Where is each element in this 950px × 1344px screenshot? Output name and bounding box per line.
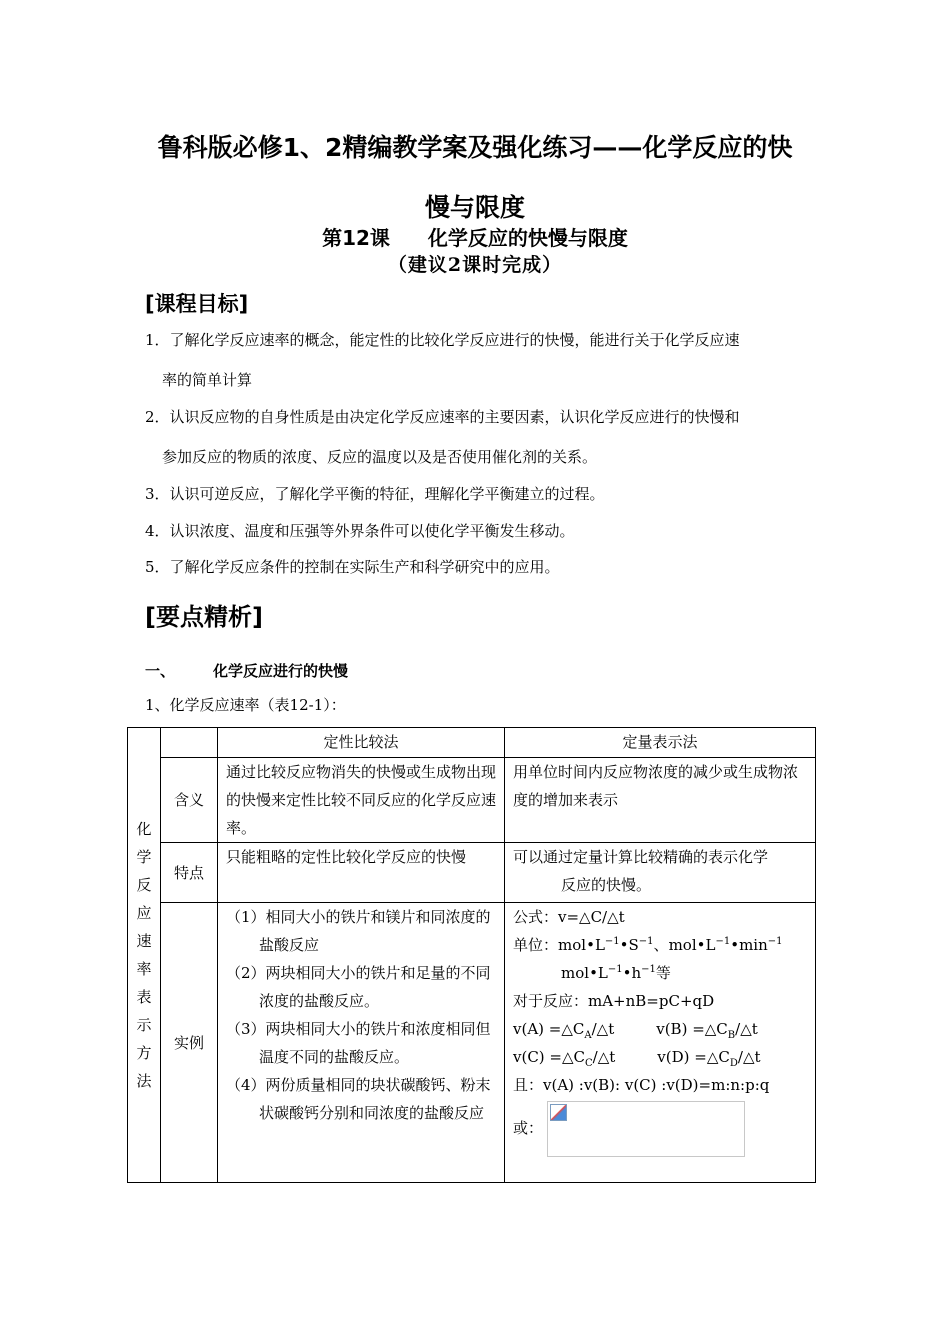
lesson-heading [0,222,950,251]
rate-b: v(B) =△C [656,1020,728,1038]
unit-exp: −1 [604,936,620,947]
side-char: 化 [136,820,152,838]
rate-ratio: 且：v(A) :v(B): v(C) :v(D)=m:n:p:q [513,1076,770,1094]
unit-dot: • [589,964,598,982]
row-label-example: 实例 [161,903,218,1183]
section-1-heading [145,660,348,681]
cell-feature-qualitative: 只能粗略的定性比较化学反应的快慢 [218,843,505,903]
cell-feature-quantitative [505,843,816,903]
row-label-meaning: 含义 [161,758,218,843]
example-item-4: （4）两份质量相同的块状碳酸钙、粉末状碳酸钙分别和同浓度的盐酸反应 [226,1076,491,1122]
lesson-number: 第12课 [322,226,390,250]
reaction-equation: 对于反应：mA+nB=pC+qD [513,992,715,1010]
side-char: 速 [136,932,152,950]
column-header-qualitative: 定性比较法 [218,728,505,758]
unit-mol: mol [668,936,697,954]
goals-heading: [课程目标] [145,292,249,316]
rate-ab-line [513,1015,807,1043]
unit-exp: −1 [715,936,731,947]
example-item-1: （1）相同大小的铁片和镁片和同浓度的盐酸反应 [226,908,491,954]
unit-separator: 、 [653,936,669,954]
side-char: 示 [136,1016,152,1034]
rate-d: v(D) =△C [657,1048,730,1066]
unit-dot: • [619,936,629,954]
unit-mol: mol [558,936,587,954]
goal-1-line-2: 率的简单计算 [162,371,253,389]
unit-exp: −1 [641,964,656,975]
side-char: 方 [136,1044,152,1062]
unit-l: L [705,936,716,954]
sub-b: B [727,1030,736,1041]
goal-item-5: 5．了解化学反应条件的控制在实际生产和科学研究中的应用。 [145,558,560,576]
sub-a: A [584,1030,592,1041]
unit-exp: −1 [607,964,623,975]
unit-dot: • [730,936,740,954]
goal-item-3: 3．认识可逆反应，了解化学平衡的特征，理解化学平衡建立的过程。 [145,485,605,503]
broken-image-icon [550,1104,567,1121]
goal-2-line-1: 2．认识反应物的自身性质是由决定化学反应速率的主要因素，认识化学反应进行的快慢和 [145,408,740,426]
unit-h: h [631,964,642,982]
side-char: 率 [136,960,152,978]
title-line-1: 鲁科版必修1、2精编教学案及强化练习——化学反应的快 [157,133,793,162]
unit-end: 等 [655,964,671,982]
rate-units-line-2 [513,959,807,987]
sub-c: C [585,1058,593,1069]
goal-item-4: 4．认识浓度、温度和压强等外界条件可以使化学平衡发生移动。 [145,522,575,540]
goal-item-2 [145,397,825,477]
per-t: /△t [591,1020,615,1038]
row-label-feature: 特点 [161,843,218,903]
or-label: 或： [513,1119,544,1137]
rate-c: v(C) =△C [513,1048,586,1066]
table-caption: 1、化学反应速率（表12-1）： [145,696,346,714]
unit-exp: −1 [767,936,783,947]
rate-cd-line [513,1043,807,1071]
alternative-formula-line [513,1101,807,1157]
unit-s: S [628,936,639,954]
unit-label: 单位： [513,936,559,954]
rate-a: v(A) =△C [513,1020,585,1038]
per-t: /△t [735,1020,758,1038]
cell-example-qualitative [218,903,505,1183]
side-char: 反 [136,876,152,894]
per-t: /△t [737,1048,761,1066]
rate-units-line-1 [513,931,807,959]
column-header-quantitative: 定量表示法 [505,728,816,758]
side-char: 表 [136,988,152,1006]
goal-2-line-2: 参加反应的物质的浓度、反应的温度以及是否使用催化剂的关系。 [162,448,598,466]
document-title [110,118,840,238]
example-item-2: （2）两块相同大小的铁片和足量的不同浓度的盐酸反应。 [226,964,491,1010]
side-char: 法 [136,1072,152,1090]
feature-quant-line-1: 可以通过定量计算比较精确的表示化学 [513,848,769,866]
reaction-rate-table [127,727,816,1183]
unit-dot: • [696,936,706,954]
goal-item-1 [145,320,825,400]
side-char: 应 [136,904,152,922]
key-points-heading: [要点精析] [145,603,263,631]
side-label-cell [128,728,161,1183]
example-item-3: （3）两块相同大小的铁片和浓度相同但温度不同的盐酸反应。 [226,1020,491,1066]
unit-exp: −1 [638,936,654,947]
rate-formula: 公式：v=△C/△t [513,908,625,926]
unit-l: L [594,936,605,954]
unit-dot: • [622,964,632,982]
formula-image-placeholder [547,1101,745,1157]
cell-meaning-qualitative: 通过比较反应物消失的快慢或生成物出现的快慢来定性比较不同反应的化学反应速率。 [218,758,505,843]
lesson-note: （建议2课时完成） [387,254,563,276]
unit-min: min [739,936,768,954]
title-line-2: 慢与限度 [424,193,525,222]
sub-d: D [729,1058,738,1069]
side-char: 学 [136,848,152,866]
unit-l: L [597,964,608,982]
goal-1-line-1: 1．了解化学反应速率的概念，能定性的比较化学反应进行的快慢，能进行关于化学反应速 [145,331,740,349]
feature-quant-line-2: 反应的快慢。 [561,876,652,894]
section-1-title: 化学反应进行的快慢 [213,662,349,680]
unit-mol: mol [561,964,590,982]
cell-example-quantitative [505,903,816,1183]
cell-meaning-quantitative: 用单位时间内反应物浓度的减少或生成物浓度的增加来表示 [505,758,816,843]
lesson-name: 化学反应的快慢与限度 [427,226,628,250]
per-t: /△t [592,1048,616,1066]
section-1-number: 一、 [145,662,176,680]
unit-dot: • [586,936,595,954]
empty-header-cell [161,728,218,758]
